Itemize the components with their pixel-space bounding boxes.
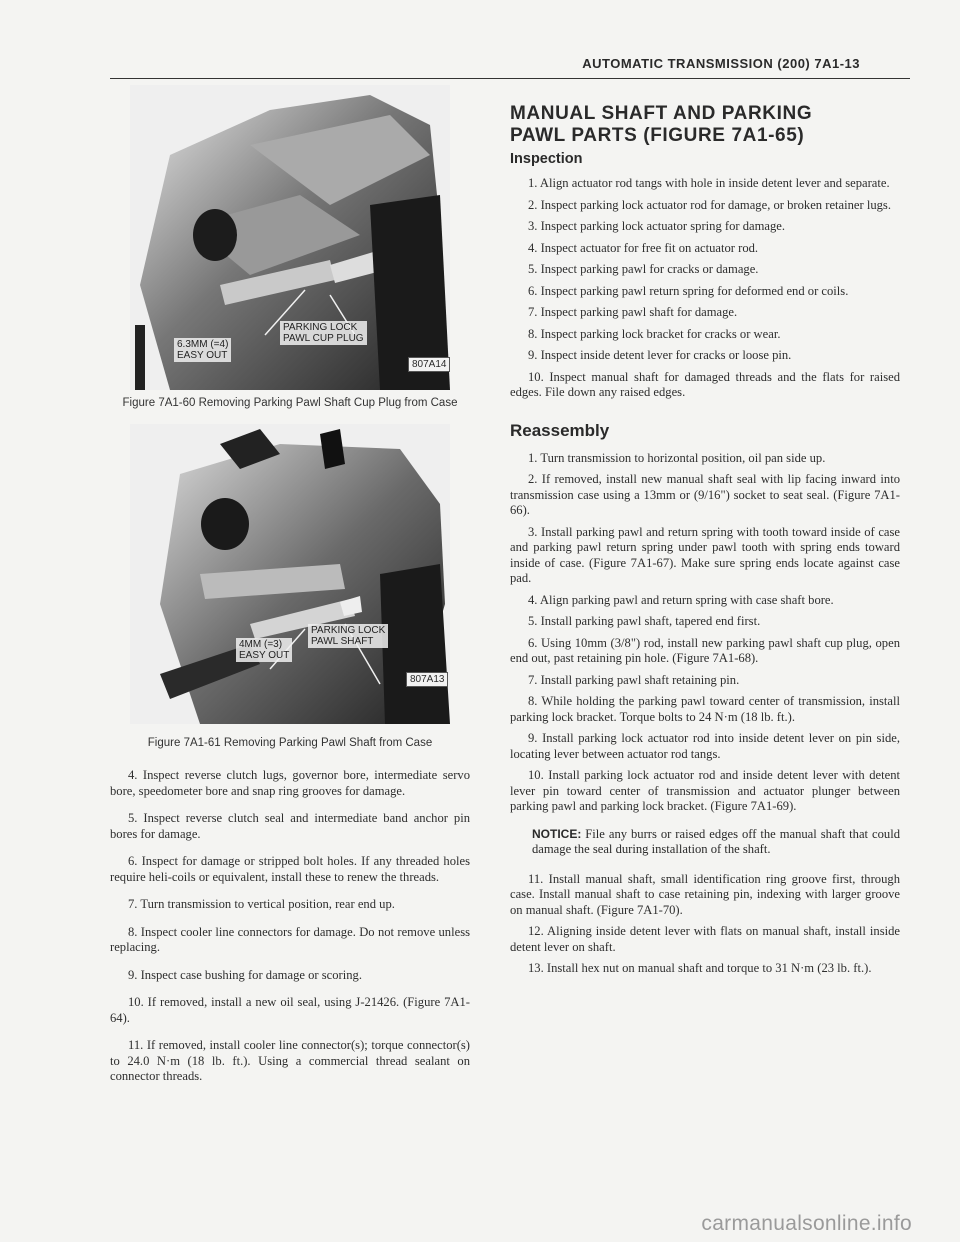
step: 5. Inspect parking pawl for cracks or damage.: [528, 262, 759, 276]
watermark: carmanualsonline.info: [701, 1212, 912, 1235]
callout-easy-out-2: 4MM (=3) EASY OUT: [236, 638, 292, 662]
inspection-heading: Inspection: [510, 151, 583, 167]
step: 12. Aligning inside detent lever with flats on manual shaft, install inside detent lever on shaft.: [510, 924, 900, 954]
figure-caption: Figure 7A1-60 Removing Parking Pawl Shaft Cup Plug from Case: [122, 397, 458, 409]
reassembly-steps-continued: [510, 872, 900, 977]
callout-cup-plug: PARKING LOCK PAWL CUP PLUG: [280, 321, 367, 345]
step: 4. Inspect actuator for free fit on actuator rod.: [528, 240, 759, 255]
step: 7. Inspect parking pawl shaft for damage.: [528, 305, 738, 319]
step: 1. Align actuator rod tangs with hole in inside detent lever and separate.: [528, 176, 890, 190]
step: 6. Inspect parking pawl return spring for deformed end or coils.: [528, 283, 849, 298]
step: 13. Install hex nut on manual shaft and torque to 31 N·m (23 lb. ft.).: [528, 961, 872, 975]
reassembly-heading: Reassembly: [510, 420, 610, 440]
step: 11. Install manual shaft, small identification ring groove first, through case. Install manual shaft to case retaining pin, indexing with larger groove on manual shaft. (Figure 7A1-70).: [510, 871, 900, 917]
figure-tag: 807A13: [406, 672, 448, 687]
figure-7a1-61: [110, 424, 470, 750]
step: 6. Using 10mm (3/8") rod, install new parking pawl shaft cup plug, open end out, past retaining pin hole. (Figure 7A1-68).: [510, 635, 900, 665]
step: 10. Install parking lock actuator rod and inside detent lever with detent lever pin toward center of transmission and actuator plunger between parking pawl and parking lock bracket. (Figure 7A1-69).: [510, 768, 900, 813]
figure-caption: Figure 7A1-61 Removing Parking Pawl Shaft from Case: [147, 737, 433, 749]
page-header: [110, 56, 910, 79]
step: 5. Inspect reverse clutch seal and intermediate band anchor pin bores for damage.: [110, 811, 470, 841]
step: 9. Inspect inside detent lever for cracks or loose pin.: [528, 348, 792, 362]
step: 11. If removed, install cooler line connector(s); torque connector(s) to 24.0 N·m (18 lb. ft.). Using a commercial thread sealant on connector threads.: [110, 1038, 470, 1083]
step: 10. Inspect manual shaft for damaged threads and the flats for raised edges. File down any raised edges.: [510, 369, 900, 399]
header-title: AUTOMATIC TRANSMISSION (200) 7A1-13: [582, 56, 860, 71]
section-title: MANUAL SHAFT AND PARKING PAWL PARTS (FIGURE 7A1-65): [510, 103, 813, 146]
step: 8. Inspect parking lock bracket for cracks or wear.: [528, 326, 781, 341]
step: 6. Inspect for damage or stripped bolt holes. If any threaded holes require heli-coils or equivalent, install these to renew the threads.: [110, 854, 470, 884]
left-column: [110, 85, 470, 1097]
step: 1. Turn transmission to horizontal position, oil pan side up.: [528, 450, 826, 465]
notice-text: File any burrs or raised edges off the manual shaft that could damage the seal during installation of the shaft.: [532, 826, 900, 856]
step: 7. Install parking pawl shaft retaining pin.: [528, 672, 740, 687]
notice-label: NOTICE:: [532, 826, 582, 841]
left-steps: [110, 768, 470, 1085]
photo-image: [130, 424, 450, 724]
notice-block: [532, 827, 900, 858]
reassembly-steps: [510, 451, 900, 815]
step: 3. Install parking pawl and return spring with tooth toward inside of case and parking pawl return spring under pawl tooth with spring ends toward inside of case. (Figure 7A1-67). Make sure spring ends locate against case pad.: [510, 524, 900, 585]
step: 7. Turn transmission to vertical position, rear end up.: [128, 897, 395, 911]
right-column: [510, 103, 900, 983]
step: 4. Inspect reverse clutch lugs, governor bore, intermediate servo bore, speedometer bore and snap ring grooves for damage.: [110, 768, 470, 798]
step: 10. If removed, install a new oil seal, using J-21426. (Figure 7A1-64).: [110, 995, 470, 1025]
step: 9. Inspect case bushing for damage or scoring.: [128, 967, 362, 982]
step: 3. Inspect parking lock actuator spring for damage.: [528, 219, 786, 233]
step: 8. While holding the parking pawl toward center of transmission, install parking lock bracket. Torque bolts to 24 N·m (18 lb. ft.).: [510, 694, 900, 724]
step: 2. Inspect parking lock actuator rod for damage, or broken retainer lugs.: [528, 197, 891, 212]
step: 9. Install parking lock actuator rod into inside detent lever on pin side, locating lever between actuator rod tangs.: [510, 731, 900, 761]
callout-easy-out-1: 6.3MM (=4) EASY OUT: [174, 338, 231, 362]
step: 4. Align parking pawl and return spring with case shaft bore.: [528, 592, 834, 607]
inspection-steps: [510, 176, 900, 401]
step: 2. If removed, install new manual shaft seal with lip facing inward into transmission case using a 13mm or (9/16") socket to seat seal. (Figure 7A1-66).: [510, 472, 900, 517]
photo-cup-plug: [130, 85, 450, 390]
step: 5. Install parking pawl shaft, tapered end first.: [528, 614, 761, 628]
callout-pawl-shaft: PARKING LOCK PAWL SHAFT: [308, 624, 388, 648]
step: 8. Inspect cooler line connectors for damage. Do not remove unless replacing.: [110, 924, 470, 954]
figure-tag: 807A14: [408, 357, 450, 372]
photo-pawl-shaft: [130, 424, 450, 724]
figure-7a1-60: [110, 85, 470, 410]
